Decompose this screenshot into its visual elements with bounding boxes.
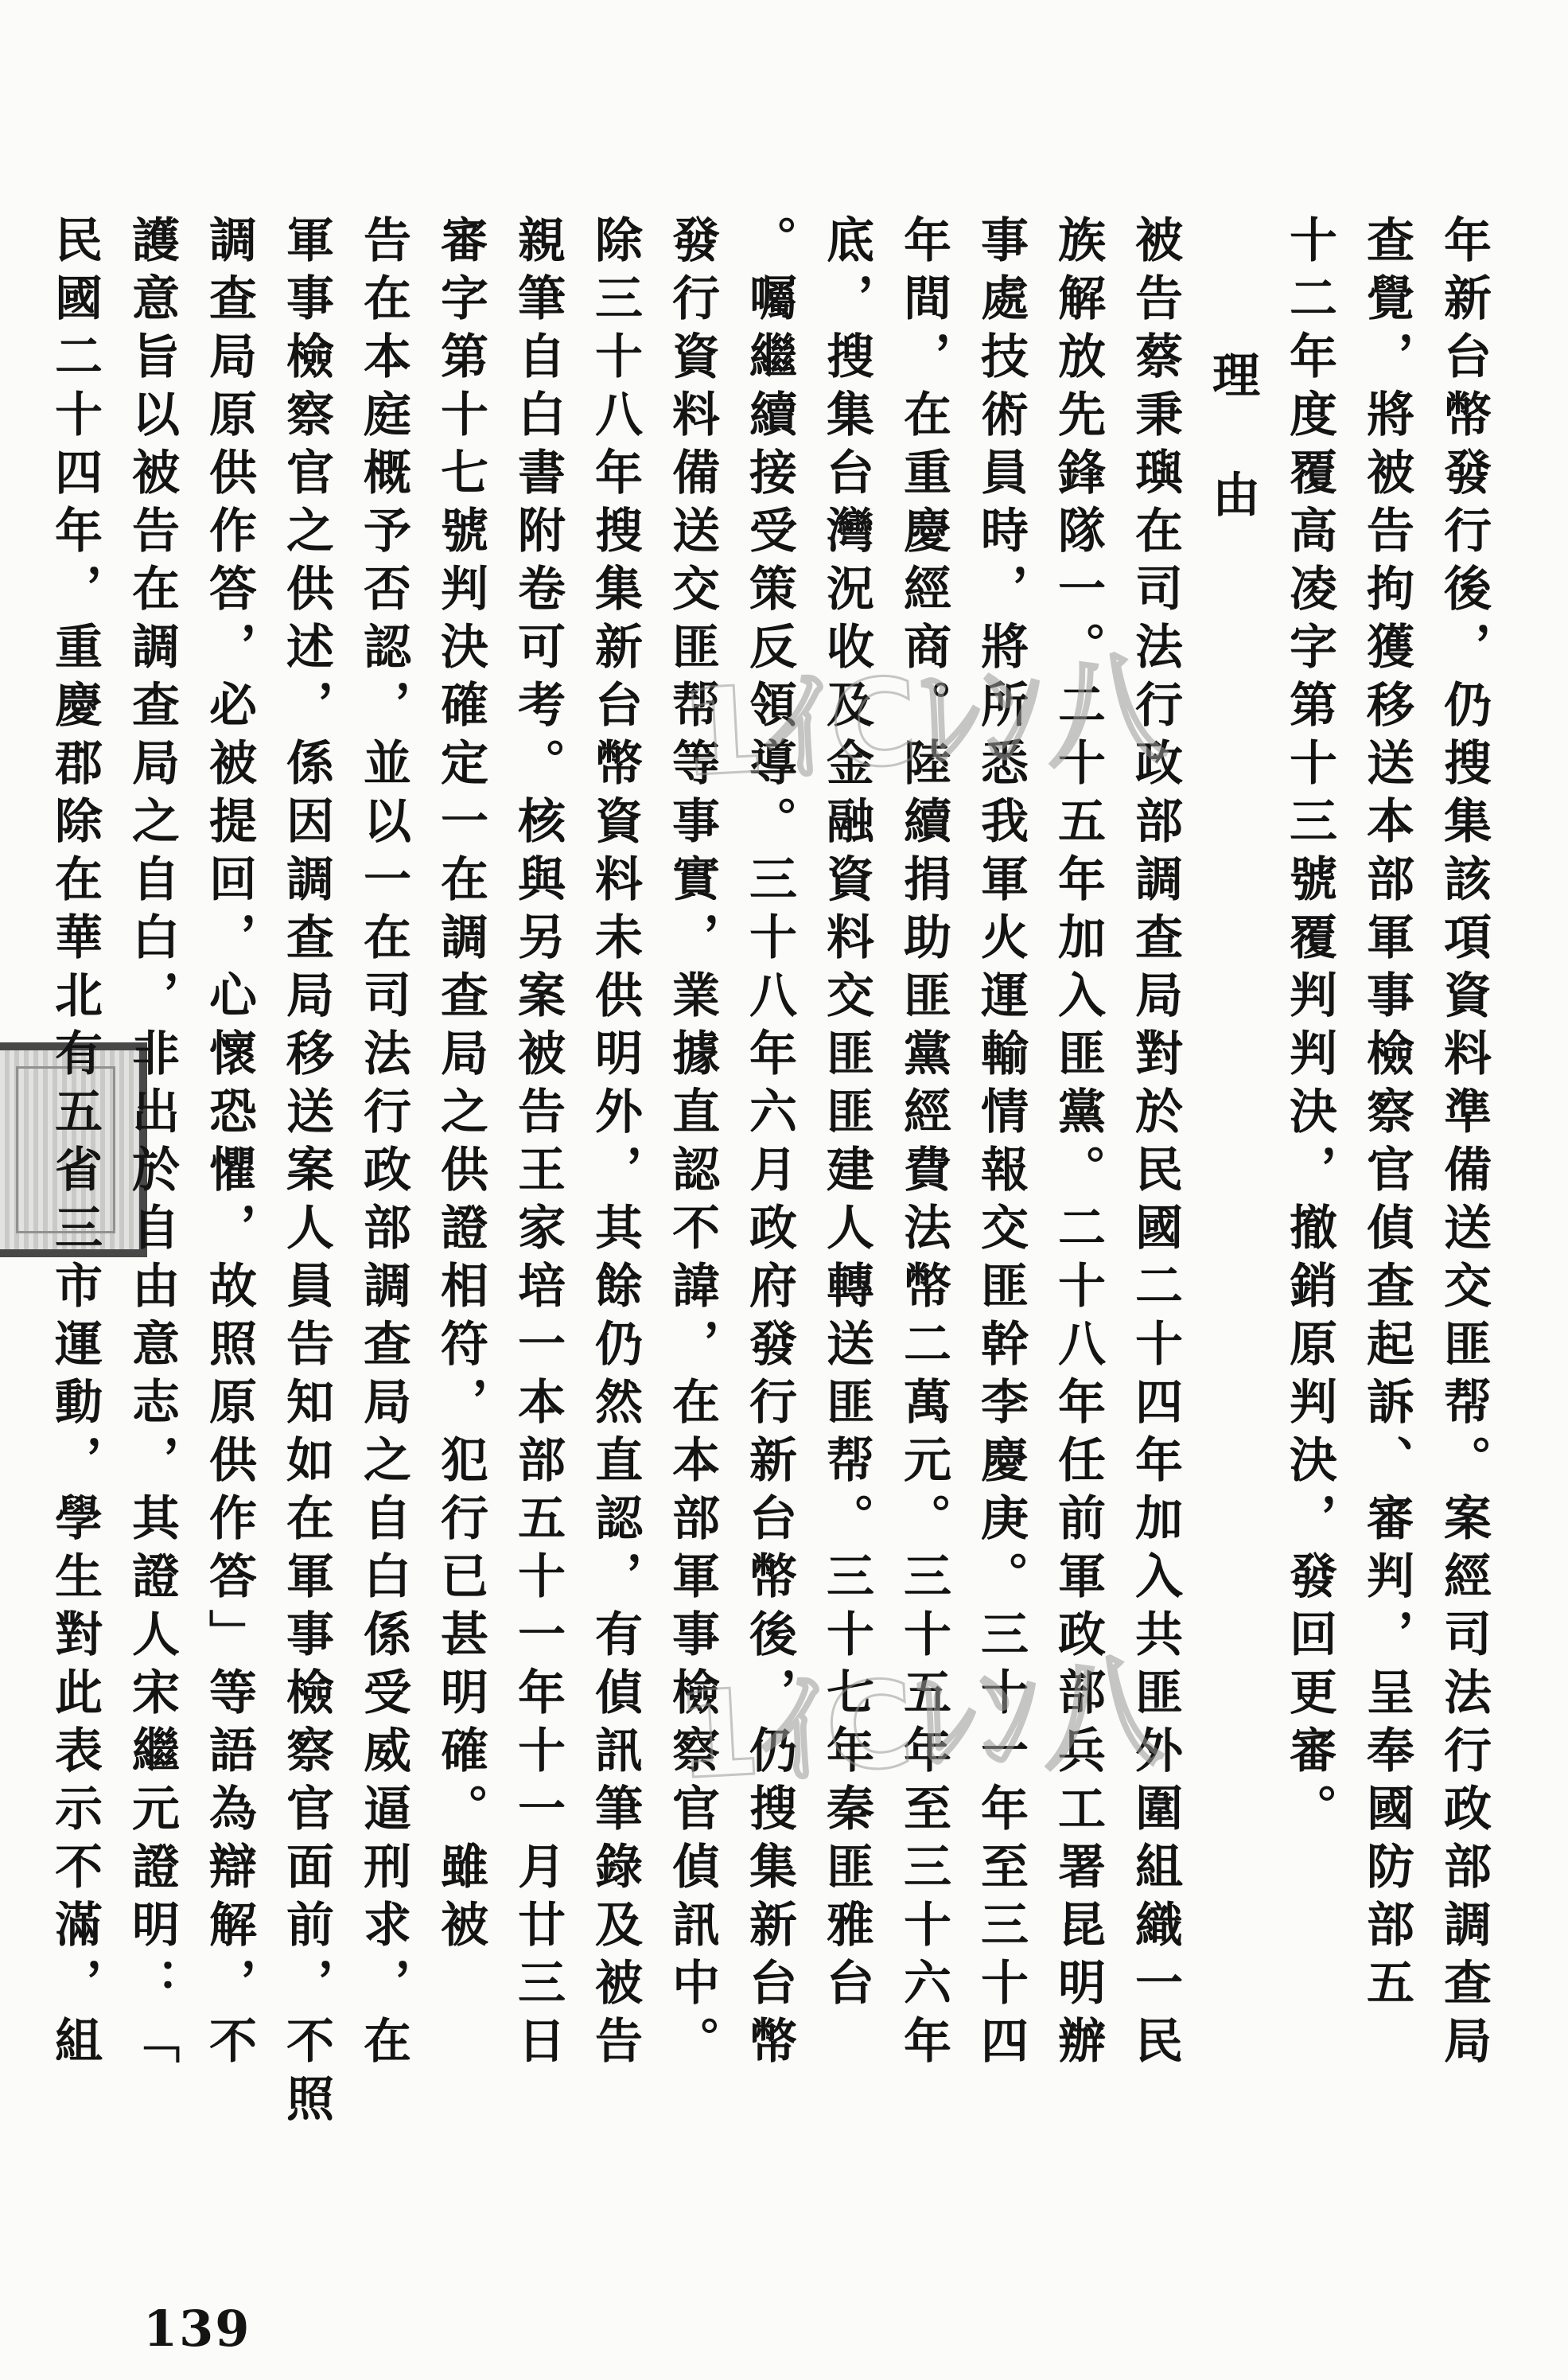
text-column-18: 民國二十四年，重慶郡除在華北有五省三市運動，學生對此表示不滿，組 xyxy=(47,215,103,2074)
section-heading: 理由 xyxy=(1204,350,1260,589)
text-column-4: 被告蔡秉璵在司法行政部調查局對於民國二十四年加入共匪外圍組織一民 xyxy=(1127,215,1183,2074)
text-column-12: 親筆自白書附卷可考。核與另案被告王家培一本部五十一年十一月廿三日 xyxy=(510,215,566,2074)
page-number: 139 xyxy=(143,2300,251,2358)
text-column-3: 十二年度覆高凌字第十三號覆判判決，撤銷原判決，發回更審。 xyxy=(1282,215,1337,1841)
text-column-11: 除三十八年搜集新台幣資料未供明外，其餘仍然直認，有偵訊筆錄及被告 xyxy=(587,215,643,2074)
watermark-stamp-lower: 1ｲCﾚﾝ八 xyxy=(673,1642,1169,1806)
text-column-17: 護意旨以被告在調查局之自白，非出於自由意志，其證人宋繼元證明：「 xyxy=(124,215,180,2074)
text-column-2: 查覺，將被告拘獲移送本部軍事檢察官偵查起訴、審判，呈奉國防部五 xyxy=(1359,215,1414,2016)
text-column-9: 。囑繼續接受策反領導。三十八年六月政府發行新台幣後，仍搜集新台幣 xyxy=(741,215,797,2074)
text-column-5: 族解放先鋒隊一。二十五年加入匪黨。二十八年任前軍政部兵工署昆明辦 xyxy=(1050,215,1106,2074)
text-column-15: 軍事檢察官之供述，係因調查局移送案人員告知如在軍事檢察官面前，不照 xyxy=(278,215,334,2132)
text-column-13: 審字第十七號判決確定一在調查局之供證相符，犯行已甚明確。雖被 xyxy=(433,215,488,1957)
text-column-16: 調查局原供作答，必被提回，心懷恐懼，故照原供作答」等語為辯解，不 xyxy=(201,215,257,2074)
text-column-8: 底，搜集台灣況收及金融資料交匪匪建人轉送匪帮。三十七年秦匪雅台 xyxy=(819,215,874,2016)
text-column-10: 發行資料備送交匪帮等事實，業據直認不諱，在本部軍事檢察官偵訊中。 xyxy=(664,215,720,2074)
text-column-7: 年間，在重慶經商。陸續捐助匪黨經費法幣二萬元。三十五年至三十六年 xyxy=(896,215,951,2074)
text-column-1: 年新台幣發行後，仍搜集該項資料準備送交匪帮。案經司法行政部調查局 xyxy=(1436,215,1492,2074)
text-column-6: 事處技術員時，將所悉我軍火運輸情報交匪幹李慶庚。三十一年至三十四 xyxy=(973,215,1029,2074)
text-column-14: 告在本庭概予否認，並以一在司法行政部調查局之自白係受威逼刑求，在 xyxy=(356,215,411,2074)
watermark-stamp-upper: 1ｲCﾚﾝ八 xyxy=(677,640,1173,804)
